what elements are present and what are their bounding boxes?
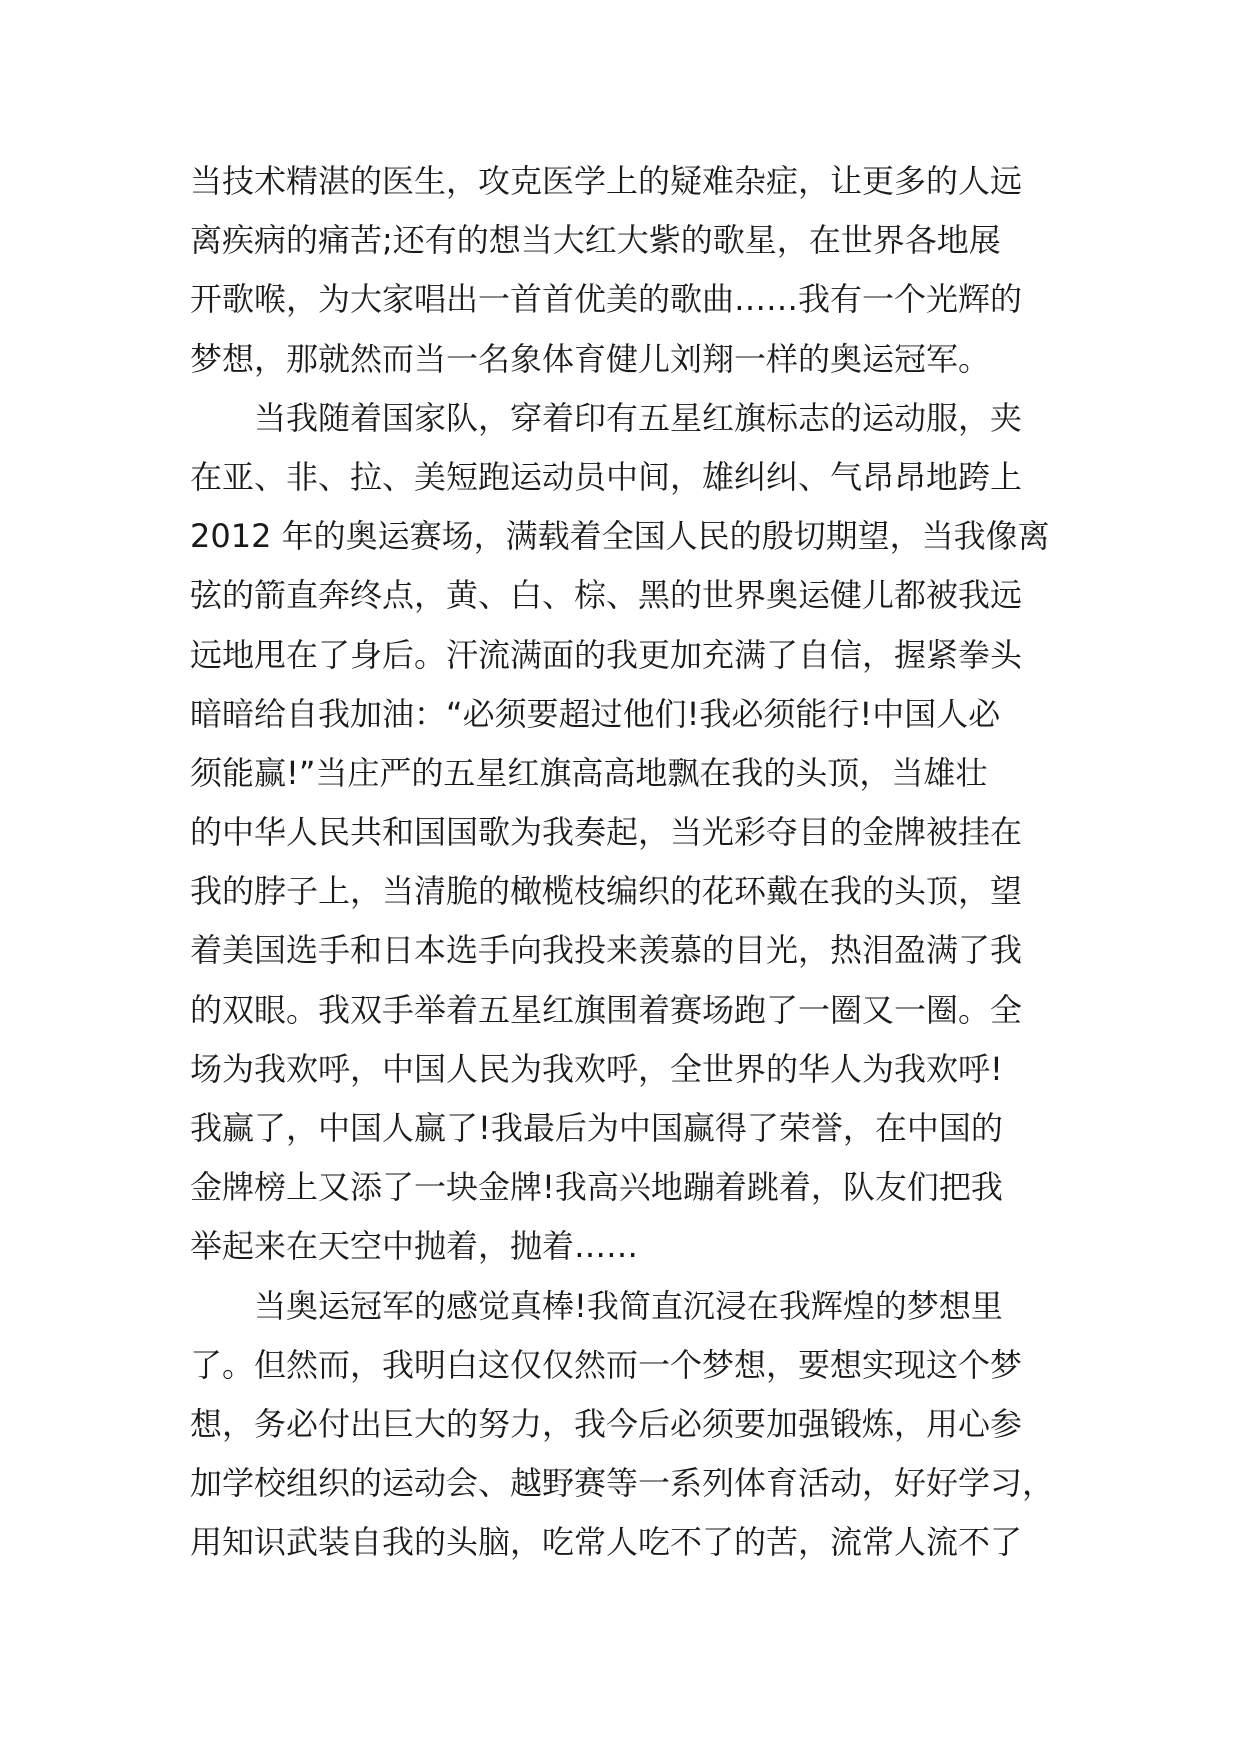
text-line: 离疾病的痛苦;还有的想当大红大紫的歌星，在世界各地展 (190, 221, 1001, 260)
text-line: 用知识武装自我的头脑，吃常人吃不了的苦，流常人流不了 (190, 1523, 1023, 1562)
text-line: 加学校组织的运动会、越野赛等一系列体育活动，好好学习， (190, 1464, 1055, 1503)
text-line: 我的脖子上，当清脆的橄榄枝编织的花环戴在我的头顶，望 (190, 872, 1023, 911)
text-line: 暗暗给自我加油：“必须要超过他们!我必须能行!中国人必 (190, 694, 1001, 733)
text-line: 在亚、非、拉、美短跑运动员中间，雄纠纠、气昂昂地跨上 (190, 457, 1023, 496)
text-line: 的中华人民共和国国歌为我奏起，当光彩夺目的金牌被挂在 (190, 813, 1023, 852)
text-line: 举起来在天空中抛着，抛着…… (190, 1227, 639, 1266)
text-line: 场为我欢呼，中国人民为我欢呼，全世界的华人为我欢呼! (190, 1049, 1003, 1088)
text-line: 了。但然而，我明白这仅仅然而一个梦想，要想实现这个梦 (190, 1345, 1023, 1384)
text-line: 远地甩在了身后。汗流满面的我更加充满了自信，握紧拳头 (190, 635, 1023, 674)
text-line: 弦的箭直奔终点，黄、白、棕、黑的世界奥运健儿都被我远 (190, 576, 1023, 615)
text-line: 当技术精湛的医生，攻克医学上的疑难杂症，让更多的人远 (190, 162, 1023, 200)
text-line: 想，务必付出巨大的努力，我今后必须要加强锻炼，用心参 (190, 1404, 1023, 1443)
text-line: 的双眼。我双手举着五星红旗围着赛场跑了一圈又一圈。全 (190, 990, 1023, 1029)
text-line: 当我随着国家队，穿着印有五星红旗标志的运动服，夹 (190, 398, 1023, 437)
paragraph-2 (190, 389, 1070, 1277)
paragraph-1 (190, 152, 1070, 389)
text-line: 我赢了，中国人赢了!我最后为中国赢得了荣誉，在中国的 (190, 1109, 1003, 1147)
paragraph-3 (190, 1277, 1070, 1573)
text-line: 当奥运冠军的感觉真棒!我简直沉浸在我辉煌的梦想里 (190, 1286, 1003, 1325)
text-line: 金牌榜上又添了一块金牌!我高兴地蹦着跳着，队友们把我 (190, 1168, 1003, 1207)
text-line: 着美国选手和日本选手向我投来羡慕的目光，热泪盈满了我 (190, 931, 1023, 970)
text-line: 2012 年的奥运赛场，满载着全国人民的殷切期望，当我像离 (190, 517, 1050, 556)
text-line: 梦想，那就然而当一名象体育健儿刘翔一样的奥运冠军。 (190, 339, 991, 378)
body-text (190, 152, 1070, 1573)
text-line: 须能赢!”当庄严的五星红旗高高地飘在我的头顶，当雄壮 (190, 753, 988, 792)
text-line: 开歌喉，为大家唱出一首首优美的歌曲……我有一个光辉的 (190, 280, 1023, 319)
